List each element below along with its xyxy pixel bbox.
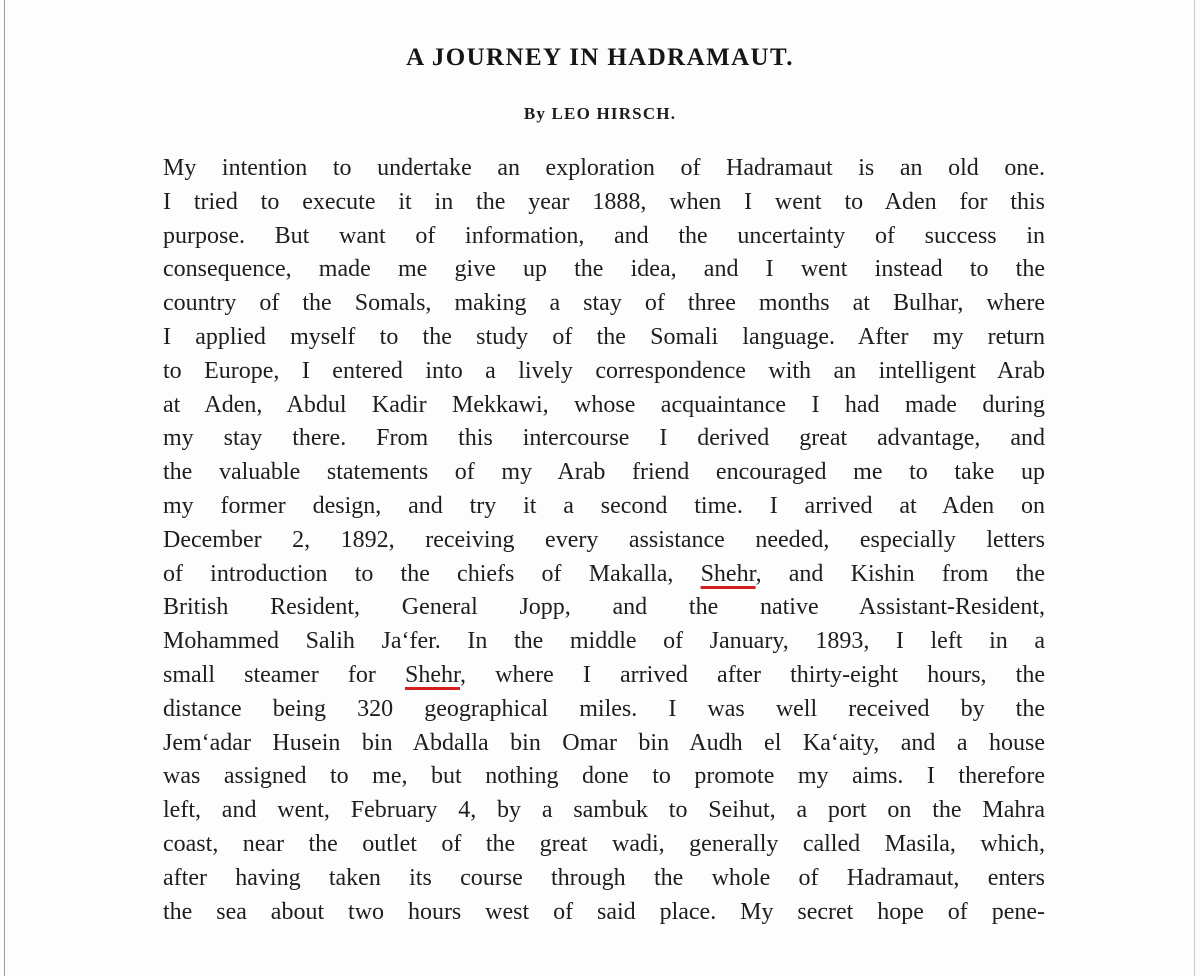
- text-line: was assigned to me, but nothing done to promote my aims. I therefore: [163, 763, 1045, 790]
- text-line: my former design, and try it a second time. I arrived at Aden on: [163, 492, 1045, 519]
- text-line: My intention to undertake an exploration of Hadramaut is an old one.: [163, 155, 1045, 181]
- underlined-word: Shehr: [700, 560, 756, 587]
- text-line: left, and went, February 4, by a sambuk to Seihut, a port on the Mahra: [163, 797, 1045, 824]
- text-line: coast, near the outlet of the great wadi, generally called Masila, which,: [163, 830, 1045, 857]
- page-border-left: [4, 0, 5, 976]
- article-body: [163, 152, 1045, 929]
- text-line: small steamer for Shehr, where I arrived after thirty-eight hours, the: [163, 661, 1045, 688]
- text-line: distance being 320 geographical miles. I was well received by the: [163, 695, 1045, 722]
- text-line: Jem‘adar Husein bin Abdalla bin Omar bin Audh el Ka‘aity, and a house: [163, 729, 1045, 756]
- text-line: I tried to execute it in the year 1888, when I went to Aden for this: [163, 188, 1045, 215]
- text-line: country of the Somals, making a stay of three months at Bulhar, where: [163, 290, 1045, 317]
- text-line: after having taken its course through the whole of Hadramaut, enters: [163, 864, 1045, 891]
- text-line: at Aden, Abdul Kadir Mekkawi, whose acquaintance I had made during: [163, 391, 1045, 418]
- text-line: British Resident, General Jopp, and the native Assistant-Resident,: [163, 594, 1045, 621]
- text-line: of introduction to the chiefs of Makalla, Shehr, and Kishin from the: [163, 560, 1045, 587]
- text-line: consequence, made me give up the idea, and I went instead to the: [163, 256, 1045, 283]
- article-byline: By LEO HIRSCH.: [523, 104, 677, 123]
- text-line: the valuable statements of my Arab friend encouraged me to take up: [163, 459, 1045, 486]
- text-line: Mohammed Salih Ja‘fer. In the middle of January, 1893, I left in a: [163, 628, 1045, 655]
- page-border-right: [1194, 0, 1195, 976]
- text-line: December 2, 1892, receiving every assistance needed, especially letters: [163, 526, 1045, 553]
- text-line: my stay there. From this intercourse I derived great advantage, and: [163, 425, 1045, 452]
- underlined-word: Shehr: [404, 661, 460, 688]
- text-line: purpose. But want of information, and the uncertainty of success in: [163, 222, 1045, 249]
- article-title: A JOURNEY IN HADRAMAUT.: [406, 44, 794, 71]
- text-line: I applied myself to the study of the Somali language. After my return: [163, 323, 1045, 350]
- text-line: to Europe, I entered into a lively correspondence with an intelligent Arab: [163, 357, 1045, 384]
- text-line: the sea about two hours west of said place. My secret hope of pene-: [163, 898, 1045, 925]
